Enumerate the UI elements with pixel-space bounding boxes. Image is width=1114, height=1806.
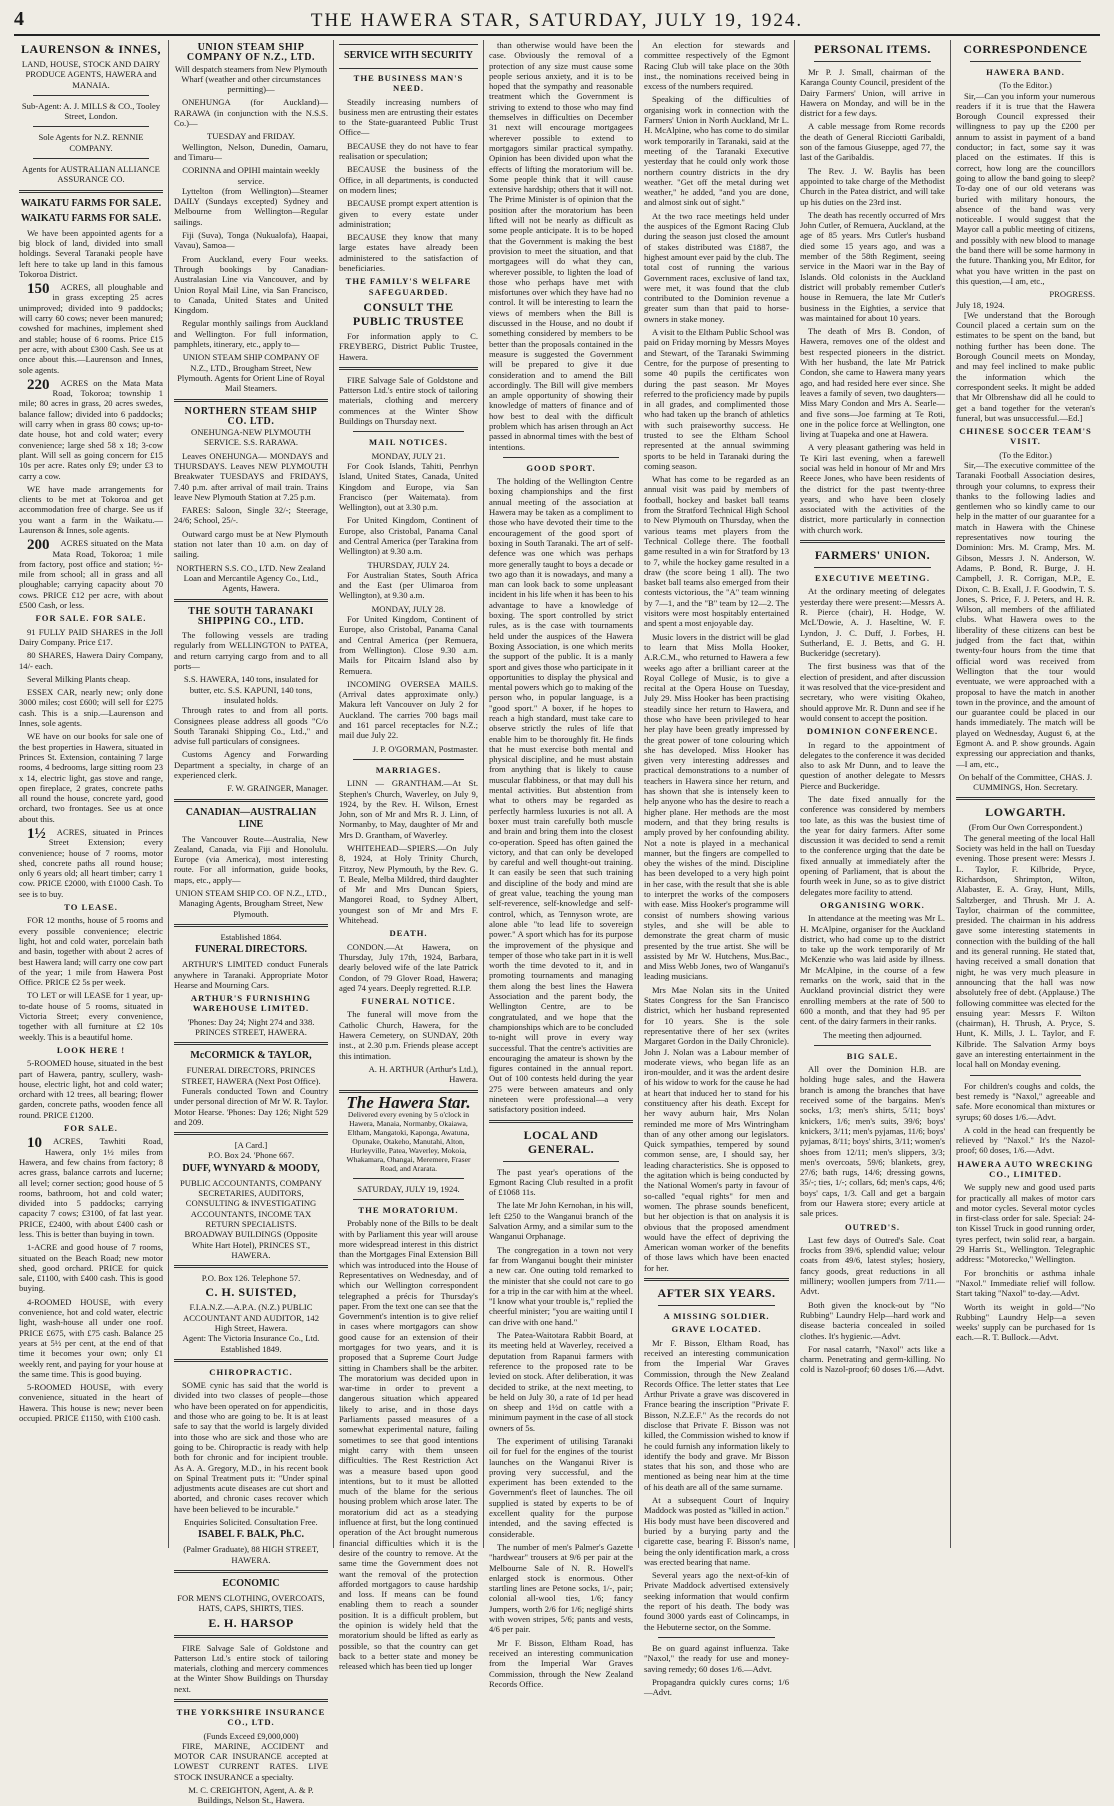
band-signature: PROGRESS. — [1049, 289, 1095, 300]
divider — [174, 799, 328, 802]
mail-monday-28: MONDAY, JULY 28. — [371, 603, 446, 614]
listing-text: ACRES, situated in Princes Street Extension; every convenience; house of 7 rooms, motor shed, concrete paths all round house; only 6 years old; all heart timber; carry 1 cow. PRICE £2000, with £1000 Cash. To see is to buy. — [19, 827, 163, 899]
lease-victoria-st: TO LET or will LEASE for 1 year, up-to-date house of 5 rooms, situated in Victoria Street; every convenience, together with all furniture at £2 10s weekly. This is a beautiful home. — [19, 990, 163, 1042]
postmaster: J. P. O'GORMAN, Postmaster. — [372, 743, 478, 754]
divider — [658, 1305, 775, 1306]
listing-220-acres — [19, 378, 163, 481]
alliance-notice: Agents for AUSTRALIAN ALLIANCE ASSURANCE CO. — [22, 164, 160, 185]
mail-heading: MAIL NOTICES. — [369, 437, 448, 448]
page-number: 4 — [14, 8, 26, 30]
farmers-item: At the ordinary meeting of delegates yesterday there were present:—Messrs A. R. Pierce (chair), H. Hodge, W. McL'Dowie, A. J. Haseltine, W. F. Lyndon, J. C. Duff, J. Forbes, H. Sutherland, E. J. Betts, and G. H. Buckeridge (secretary). — [800, 586, 945, 659]
laurenson-subtitle: LAND, HOUSE, STOCK AND DAIRY PRODUCE AGENTS, HAWERA and MANAIA. — [21, 59, 161, 90]
missing-soldier-heading: A MISSING SOLDIER. — [663, 1311, 770, 1322]
south-taranaki-title: THE SOUTH TARANAKI SHIPPING CO., LTD. — [188, 605, 314, 627]
family-heading: THE FAMILY'S WELFARE SAFEGUARDED. — [345, 276, 472, 297]
look-here-heading: LOOK HERE ! — [56, 1044, 126, 1055]
funeral-notice: The funeral will move from the Catholic Church, Hawera, for the Hawera Cemetery, on SUNDAY, 20th inst., at 2.30 p.m. Friends please accept this intimation. — [339, 1009, 478, 1061]
divider — [503, 1161, 619, 1162]
duff-services: PUBLIC ACCOUNTANTS, COMPANY SECRETARIES, AUDITORS, CONSULTING & INVESTIGATING ACCOUNTANTS, INCOME TAX RETURN SPECIALISTS. — [179, 1177, 322, 1229]
mail-uk: For United Kingdom, Continent of Europe, also Cristobal, Panama Canal and Central America (per Tarakina from Wellington) at 9.30 a.m. — [339, 515, 478, 557]
security-heading: SERVICE WITH SECURITY — [344, 50, 473, 61]
because-3: BECAUSE prompt expert attention is given to every estate under administration; — [339, 198, 478, 229]
newspaper-title: THE HAWERA STAR, SATURDAY, JULY 19, 1924. — [310, 10, 804, 31]
local-item: The number of men's Palmer's Gazette "hardwear" trousers at 9/6 per pair at the Melbourne Sale of N. R. Howell's enlarged stock is enormous. Other startling lines are Petone socks, 1/-, pair; colonial all-wool ties, 1/6; fancy Jumpers, worth 2/6 for 1/6; negligé shirts with woven stripes, 5/6; pants and vests, 4/6 per pair. — [489, 1541, 633, 1635]
union-steam-ship-ad — [174, 43, 328, 94]
listing-1half-acres — [19, 827, 163, 899]
divider — [174, 1635, 328, 1638]
business-heading: THE BUSINESS MAN'S NEED. — [353, 73, 464, 94]
delivery-notice: Delivered every evening by 5 o'clock in Hawera, Manaia, Normanby, Okaiawa, Eltham, Mangatoki, Kaponga, Awatuna, Opunake, Otakeho, Manutahi, Alton, Hurleyville, Patea, Waverley, Mokoia, Whakamara, Ohangai, Meremere, Fraser Road, and Ararata. — [346, 1109, 471, 1173]
divider — [174, 399, 328, 402]
divider — [956, 797, 1095, 800]
south-taranaki-intro: The following vessels are trading regularly from WELLINGTON to PATEA, and return carrying cargo from and to all ports— — [174, 630, 328, 672]
four-roomed-house: 4-ROOMED HOUSE, with every convenience, hot and cold water, electric light, wash-house all under one roof. PRICE £675, with £75 cash. Balance 25 years at 5½ per cent, at the end of that time it becomes your own; only £1 weekly rent, and paying for your house at the same time. This is good buying. — [19, 1296, 163, 1379]
public-trust-ad — [339, 44, 478, 69]
local-item: Mr F. Bisson, Eltham Road, has received an interesting communication from the Imperial War Graves Commission, through the New Zealand Records Office. — [489, 1637, 633, 1689]
essex-car: ESSEX CAR, nearly new; only done 3000 miles; cost £600; will sell for £275 cash. This is a snip.—Laurenson and Innes, sole agents. — [19, 687, 163, 729]
divider — [503, 457, 619, 458]
meeting-adjourned: The meeting then adjourned. — [823, 1029, 922, 1040]
because-1: BECAUSE they do not have to fear realisation or speculation; — [339, 140, 478, 162]
issue-date: SATURDAY, JULY 19, 1924. — [357, 1183, 460, 1194]
advert-propagandra: Propagandra quickly cures corns; 1/6 —Advt. — [644, 1676, 789, 1698]
five-roomed-house: 5-ROOMED house, situated in the best part of Hawera, pantry, scullery, wash-house, electric light, hot and cold water; orchard with 12 trees, all bearing; flower garden, concrete paths, wooden fence all round. PRICE £1200. — [19, 1058, 163, 1120]
farmers-union-heading: FARMERS' UNION. — [814, 548, 931, 563]
advert-no-rubbing: Worth its weight in gold—"No Rubbing" Laundry Help—a seven weeks' supply can be purchased for 1s each.—R. T. Bullock.—Advt. — [956, 1301, 1095, 1343]
moratorium-continued: than otherwise would have been the case. Obviously the removal of a protection of any size must cause some people serious anxiety, and it is to be hoped that the sympathy and reasonable treatment which the Government is striving to extend to those who may find themselves in difficulties on December 31 next will encourage mortgagees wherever possible to extend to mortgagors similar practical sympathy. Opinion has been divided upon what the effects of lifting the moratorium will be. Some people think that it will cause extensive hardship; others that it will not. The Prime Minister is of opinion that the position after the moratorium has been lifted will not be nearly as difficult as some people anticipate. It is to be hoped that the Government is making the best provision to meet the situation, and that mortgagees will do what they can, wherever possible, to lighten the load of those who perhaps have met with misfortunes over which they have had no control. It will be interesting to learn the views of members when the Bill is discussed in the House, and no doubt if something considered by members to be better than the proposals contained in the measure is suggested the Government will be prepared to give it due consideration and to amend the Bill accordingly. The Bill will give members an ample opportunity of showing their knowledge of matters of finance and of how best to deal with the difficult problem which has arisen through an Act passed in abnormal times with the best of intentions. — [489, 40, 633, 452]
news-item: Speaking of the difficulties of organising work in connection with the Farmers' Union in North Auckland, Mr L. H. McAlpine, who has come to do similar work temporarily in Taranaki, said at the meeting of the Taranaki Executive yesterday that he could only work those northern country districts in the dry weather. "Get off the metal during wet weather," he added, "and you are done, and almost sink out of sight." — [644, 94, 789, 208]
column-1 — [14, 40, 169, 1548]
suisted-sub: F.I.A.N.Z.—A.P.A. (N.Z.) PUBLIC ACCOUNTANT AND AUDITOR, 142 High Street, Hawera. — [182, 1302, 320, 1333]
outreds-heading: OUTRED'S. — [844, 1221, 901, 1232]
listing-number: 10 — [27, 1135, 42, 1152]
business-intro: Steadily increasing numbers of business men are entrusting their estates to the State-guaranteed Public Trust Office— — [339, 96, 478, 138]
auto-wrecking-body: We supply new and good used parts for practically all makes of motor cars and motor cycles. Several motor cycles in first-class order for sale. Special: 24-ton Kissel Truck in good running order, tyres perfect, twin solid rear, a bargain. 29 Harris St., Wellington. Telegraphic address: "Motorecko," Wellington. — [956, 1182, 1095, 1265]
arthurs-firm: ARTHUR'S FURNISHING WAREHOUSE LIMITED. — [190, 993, 312, 1014]
south-taranaki-customs: Customs Agency and Forwarding Department a specialty, in charge of an experienced clerk. — [174, 749, 328, 780]
news-item: What has come to be regarded as an annual visit was paid by members of football, hockey and basket ball teams from the Stratford Technical High School to New Plymouth on Thursday, when the various teams met players from the Technical College there. The football game resulted in a win for Stratford by 13 to 7, while the hockey game resulted in a draw (the score being 1 all). The two basket ball teams also emerged from their contests victorious, the "A" team winning by 7—1, and the "B" team by 12—2. The visitors were most hospitably entertained and spent a most enjoyable day. — [644, 474, 789, 629]
union-steam-office: UNION STEAM SHIP COMPANY OF N.Z., LTD., Brougham Street, New Plymouth. Agents for Orient Line of Royal Mail Steamers. — [177, 352, 325, 394]
shares-joll: 91 FULLY PAID SHARES in the Joll Dairy Company. Price £17. — [19, 626, 163, 647]
mccormick-sub: FUNERAL DIRECTORS, PRINCES STREET, HAWERA (Next Post Office). — [181, 1065, 321, 1086]
farmers-item: The date fixed annually for the conference was considered by members too late, as this was the busiest time of the year for dairy farmers. After some discussion it was decided to send a remit to the conference urging that the date be fixed annually at immediately after the opening of Parliament, that is about the fourth week in June, so as to give district delegates more facility to attend. — [800, 794, 945, 897]
marriage-whitehead: WHITEHEAD—SPIERS.—On July 8, 1924, at Holy Trinity Church, Fitzroy, New Plymouth, by the Rev. G. T. Beale, Melba Mildred, third daughter of Mr and Mrs Duncan Spiers, Mangorei Road, to Sydney Albert, youngest son of Mr and Mrs F. Whitehead. — [339, 843, 478, 926]
mail-thursday-body: For Australian States, South Africa and the East (per Ulimaroa from Wellington), at 9.30 a.m. — [339, 569, 478, 601]
farmers-item: In regard to the appointment of delegates to the conference it was decided also to ask Mr Dunn, and to leave the question of another delegate to Messrs Pierce and Buckeridge. — [800, 739, 945, 791]
mccormick-taylor-title: McCORMICK & TAYLOR, — [190, 1050, 312, 1062]
wellington-service: Wellington, Nelson, Dunedin, Oamaru, and Timaru— — [174, 141, 328, 162]
waikatu-heading-repeat: WAIKATU FARMS FOR SALE. — [20, 212, 162, 224]
laurenson-innes-title: LAURENSON & INNES, — [20, 42, 162, 56]
own-correspondent: (From Our Own Correspondent.) — [968, 822, 1083, 833]
marriages-heading: MARRIAGES. — [375, 764, 442, 775]
personal-item: Mr P. J. Small, chairman of the Karanga County Council, president of the Dairy Farmers' Union, will arrive in Hawera on Monday, and will be in the district for a few days. — [800, 67, 945, 119]
divider — [353, 1199, 464, 1200]
divider — [339, 367, 478, 370]
consult-heading: CONSULT THE PUBLIC TRUSTEE — [352, 299, 465, 328]
personal-item: A cable message from Rome records the death of General Ricciotti Garibaldi, son of the famous Giuseppe, aged 77, the last of the Garibaldis. — [800, 121, 945, 163]
divider — [970, 61, 1081, 62]
personal-items-heading: PERSONAL ITEMS. — [814, 42, 931, 56]
local-item: The Patea-Waitotara Rabbit Board, at its meeting held at Waverley, received a deputation from Rapanui farmers with reference to the proposed rate to be levied on stock. After deliberation, it was decided to strike, at the next meeting, to be held on July 30, a rate of 1d per head on sheep and 1½d on cattle with a minimum payment in the case of all stock owners of 5s. — [489, 1330, 633, 1433]
divider — [489, 1120, 633, 1123]
big-sale-body: All over the Dominion H.B. are holding huge sales, and the Hawera branch is among the branches that have received some of the bargains. Men's socks, 1/3; men's shirts, 5/11; boys' knickers, 1/6; men's suits, 39/6; boys' knickers, 3/11; men's pyjamas, 11/6; boys' pyjamas, 8/11; boys' shirts, 3/11; women's shoes from 12/11; men's slippers, 3/3; men's overcoats, 59/6; blankets, grey, 27/6; bath rugs, 14/6; dressing gowns, 35/-; ties, 1/-; collars, 6d; men's caps, 4/6; boys' caps, 1/3. Call and get a bargain from our Hawera store; every article at sale prices. — [800, 1064, 945, 1219]
listing-text: ACRES on the Mata Mata Road, Tokoroa; township 1 mile; 80 acres in grass, 20 acres swedes, balance fallow; divided into 6 paddocks; will carry when in grass 80 cows; up-to-date house, hot and cold water; every convenience; large shed 58 x 18; 3-cow plant. Will sell as going concern for £15 10s per acre. Rates only £9; under £3 to carry a cow. — [19, 377, 163, 481]
advert-naxol: For nasal catarrh, "Naxol" acts like a charm. Penetrating and germ-killing. No cold is Nazol-proof; 60 doses 1/6.—Advt. — [800, 1343, 945, 1375]
fire-salvage-ad: FIRE Salvage Sale of Goldstone and Patterson Ltd.'s entire stock of tailoring materials, clothing and mercery commences at the Winter Show Buildings on Thursday next. — [174, 1642, 328, 1694]
arrangements-notice: WE have made arrangements for clients to be met at Tokoroa and get accommodation free of charge. See us if you want a farm in the Waikatu.—Laurenson & Innes, sole agents. — [19, 483, 163, 535]
to-lease-heading: TO LEASE. — [64, 902, 118, 913]
executive-meeting-heading: EXECUTIVE MEETING. — [815, 573, 930, 584]
after-six-years-heading: AFTER SIX YEARS. — [657, 1286, 776, 1301]
divider — [174, 1042, 328, 1045]
after-six-years-body: Mr F. Bisson, Eltham Road, has received an interesting communication from the Imperial War Graves Commission, through the New Zealand Records Office. The letter states that Lee Arthur Private a grave was discovered in France bearing the inscription "Private F. Bisson, N.Z.E.F." As the records do not disclose that Private F. Bisson was not killed, the Commission wished to know if he could furnish any information likely to identify the body and grave. Mr Bisson states that his son, and those who are mentioned as being near him at the time of his death are all of the same surname. — [644, 1337, 789, 1492]
divider — [33, 95, 149, 96]
advert-naxol: A cold in the head can frequently be relieved by "Naxol." It's the Nazol-proof; 60 doses, 1/6.—Advt. — [956, 1124, 1095, 1156]
divider — [174, 1570, 328, 1573]
shares-hawera: 80 SHARES, Hawera Dairy Company, 14/- each. — [19, 650, 163, 671]
divider — [814, 567, 931, 568]
advert-no-rubbing: Both given the knock-out by "No Rubbing" Laundry Help—hard work and disease bacteria concealed in soiled clothes. It's hygienic.—Advt. — [800, 1299, 945, 1341]
corinna-opihi: CORINNA and OPIHI maintain weekly service. — [182, 165, 320, 186]
listing-text: ACRES situated on the Mata Mata Road, Tokoroa; 1 mile from factory, post office and station; ½-mile from school; all in grass and all ploughable; carrying capacity about 70 cows. PRICE £12 per acre, with about £500 Cash, or less. — [19, 538, 163, 611]
divider — [658, 1637, 775, 1638]
divider — [174, 599, 328, 602]
fiji-service-detail: From Auckland, every Four weeks. Through bookings by Canadian-Australasian Line via Vancouver, and by Union Royal Mail Line, via San Francisco, to Canada, United States and United Kingdom. — [174, 253, 328, 316]
auto-wrecking-title: HAWERA AUTO WRECKING CO., LIMITED. — [957, 1158, 1094, 1179]
personal-item: A very pleasant gathering was held in Te Kiri last evening, when a farewell social was held in honour of Mr and Mrs Reece Jones, who have been residents of the district for the past twenty-three years, and who have been closely associated with the activities of the district, more particularly in connection with church work. — [800, 442, 945, 535]
divider — [800, 540, 945, 543]
suisted-po-box: P.O. Box 126. Telephone 57. — [201, 1273, 301, 1284]
divider — [970, 1075, 1081, 1076]
funeral-signature: A. H. ARTHUR (Arthur's Ltd.), Hawera. — [368, 1063, 478, 1085]
good-sport-heading: GOOD SPORT. — [526, 462, 596, 473]
yorkshire-title: THE YORKSHIRE INSURANCE CO., LTD. — [176, 1707, 326, 1728]
south-taranaki-manager: F. W. GRAINGER, Manager. — [227, 783, 328, 794]
union-steam-intro: Will despatch steamers from New Plymouth Wharf (weather and other circumstances permitting)— — [174, 63, 328, 95]
dominion-conference-heading: DOMINION CONFERENCE. — [806, 726, 939, 737]
lowgarth-report: The general meeting of the local Hall Society was held in the hall on Tuesday evening. Those present were: Messrs J. L. Taylor, F. Kilbride, Pryce, Richardson, Shrimpton, Wilton, Alabaster, E. A. Gray, Hunt, Mills, Saltzberger, and Thrush. Mr J. A. Taylor, chairman of the committee, presided. The chairman in his address gave some interesting statements in connection with the building of the hall and its general running. He stated that, having received a small donation that night, he was very much pleasure in announcing that the hall was now absolutely free of debt. (Applause.) The following committee was elected for the ensuing year: Messrs F. Wilton (chairman), H. Thrush, A. Pryce, S. Hunt, K. Mills, J. L. Taylor, and F. Kilbride. The Salvation Army boys gave an interesting entertainment in the local hall on Monday evening. — [956, 832, 1095, 1070]
personal-item: The death of Mrs B. Condon, of Hawera, removes one of the oldest and best respected pioneers in the district. With her husband, the late Mr Patrick Condon, she came to Hawera many years ago, and had resided here ever since. She leaves a family of seven, two daughters—Miss Mary Condon and Mrs A. Searle—and five sons—Joe farming at Te Roti, one in the police force at Wellington, one living at Tuapeka and one at Hawera. — [800, 326, 945, 440]
economic-title: ECONOMIC — [222, 1577, 280, 1589]
listing-text: ACRES, all ploughable and in grass excepting 25 acres unimproved; divided into 9 paddocks; will carry 60 cows; never been manured; cowshed for machines, implement shed and stable; house of 6 rooms. Price £15 per acre, with about £300 Cash. See us at once about this.—Laurenson and Innes, sole agents. — [19, 282, 163, 375]
organising-work-heading: ORGANISING WORK. — [820, 899, 925, 910]
funeral-notice-heading: FUNERAL NOTICE. — [361, 996, 456, 1007]
suisted-title: C. H. SUISTED, — [205, 1285, 297, 1300]
funeral-directors-heading: FUNERAL DIRECTORS. — [194, 944, 308, 956]
after-six-years-body: At a subsequent Court of Inquiry Maddock was posted as "killed in action." His body must have been discovered and buried by a burying party and the cigarette case, bearing F. Bisson's name, being the only identification mark, a cross was erected bearing that name. — [644, 1495, 789, 1567]
suisted-agent: Agent: The Victoria Insurance Co., Ltd. Established 1849. — [182, 1333, 320, 1354]
arthurs-limited: ARTHUR'S LIMITED conduct Funerals anywhere in Taranaki. Appropriate Motor Hearse and Mourning Cars. — [174, 959, 328, 990]
death-condon: CONDON.—At Hawera, on Thursday, July 17th, 1924, Barbara, dearly beloved wife of the late Patrick Condon, of 79 Glover Road, Hawera; aged 74 years. Deeply regretted. R.I.P. — [339, 941, 478, 993]
death-heading: DEATH. — [389, 928, 428, 939]
divider — [174, 924, 328, 927]
moratorium-heading: THE MORATORIUM. — [358, 1205, 459, 1216]
duff-po-box: P.O. Box 24. 'Phone 667. — [207, 1150, 295, 1161]
divider — [19, 190, 163, 193]
south-taranaki-rates: Through rates to and from all ports. Consignees please address all goods "C/o South Taranaki Shipping Co., Ltd.," and advise full particulars of consignees. — [174, 705, 328, 747]
tuesday-friday: TUESDAY and FRIDAY. — [207, 131, 295, 142]
milking-plants: Several Milking Plants cheap. — [27, 673, 131, 684]
arthurs-address: PRINCES STREET, HAWERA. — [195, 1027, 307, 1038]
news-item: Mrs Mae Nolan sits in the United States Congress for the San Francisco district, which her husband represented for 10 years. She is the sole representative there of her sex (writes Margaret Gordon in the Daily Chronicle). John J. Nolan was a Labour member of moderate views, who began life as an iron-moulder, and it was the ardent desire of his widow to work for the cause he had at heart that induced her to stand for his constituency after his death. Except for her wavy auburn hair, Mrs Nolan reminded me more of Mrs Wintringham than of any other among our legislators. Quick sympathies, tempered by sound common sense, are, I should say, her leading characteristics. She is opposed to the agitation which is being conducted by the National Women's party in favour of so-called "equal rights" for men and women. The phrase sounds beneficent, but her objection is that on analysis it is obvious that the proposed amendment would have the effect of depriving the American woman worker of the benefits of those laws which have been enacted for her. — [644, 984, 789, 1273]
waikatu-intro: We have been appointed agents for a big block of land, divided into small holdings. Several Taranaki people have left here to take up land in this famous Tokoroa District. — [19, 227, 163, 279]
yorkshire-body: FIRE, MARINE, ACCIDENT and MOTOR CAR INSURANCE accepted at LOWEST CURRENT RATES. LIVE STOCK INSURANCE a specialty. — [174, 1740, 328, 1782]
fire-salvage-ad: FIRE Salvage Sale of Goldstone and Patterson Ltd.'s entire stock of tailoring materials, clothing and mercery commences at the Winter Show Buildings on Thursday next. — [339, 374, 478, 427]
divider — [814, 1045, 931, 1046]
because-2: BECAUSE the business of the Office, in all departments, is conducted on modern lines; — [339, 164, 478, 195]
personal-item: The death has recently occurred of Mrs John Cutler, of Remuera, Auckland, at the age of 85 years. Mrs Cutler's husband died some 15 years ago, and was a member of the 58th Regiment, seeing service in the Maori war in the Bay of Islands. Old colonists in the Auckland district will probably remember Cutler's house in Remuera, the late Mr Cutler's business in the Eighties, a service that was maintained for about 10 years. — [800, 209, 945, 323]
chiropractic-heading: CHIROPRACTIC. — [209, 1366, 293, 1377]
listing-text: ACRES, Tawhiti Road, Hawera, only 1½ miles from Hawera, and few chains from factory; 8 acres grass, balance carrots and lucerne; all level; corner section; good house of 5 rooms, bathroom, hot and cold water; divided into 5 paddocks; carrying capacity 7 cows; £3100, of fat last year. PRICE, £2400, with about £400 cash or less. This is better than buying in town. — [19, 1136, 163, 1239]
local-item: The congregation in a town not very far from Wanganui bought their minister a new car. One outing told remarked to the minister that she could not care to go for a trip in the car with him at the wheel. "I know what your trouble is," replied the cheerful minister; "you are waiting until I can drive with one hand." — [489, 1244, 633, 1327]
waikatu-heading: WAIKATU FARMS FOR SALE. — [20, 197, 162, 209]
regular-sailings: Regular monthly sailings from Auckland and Wellington. For full information, pamphlets, itinerary, etc., apply to— — [174, 318, 328, 350]
northern-steam-sub: ONEHUNGA-NEW PLYMOUTH SERVICE. S.S. RARAWA. — [191, 427, 311, 448]
after-six-years-body: Several years ago the next-of-kin of Private Maddock advertised extensively seeking information that would confirm the report of his death. The body was found 3000 yards east of Colincamps, in the Hebuterne sector, on the Somme. — [644, 1570, 789, 1632]
farmers-item: In attendance at the meeting was Mr L. H. McAlpine, organiser for the Auckland district, who had come up to the district to take up the work temporarily of Mr McKenzie who was laid aside by illness. Mr McAlpine, in the course of a few remarks on the work, said that in the Auckland provincial district they were enrolling members at the rate of 500 to 600 a month, and that they had 95 per cent. of the dairy farmers in their ranks. — [800, 913, 945, 1027]
divider — [814, 61, 931, 62]
moratorium-editorial: Probably none of the Bills to be dealt with by Parliament this year will arouse more widespread interest in this district than the Mortgages Final Extension Bill which was introduced into the House of Representatives on Wednesday, and of which our Wellington correspondent telegraphed a précis for Thursday's paper. From the text one can see that the Government's intention is to give relief in cases where mortgagors can show good cause for an extension of their mortgages for two years, and it is proposed that a Supreme Court Judge sitting in Chambers shall be the arbiter. The moratorium was decided upon in war-time in order to prevent a dangerous situation which appeared likely to arise, and in those days Parliaments passed measures of a somewhat experimental nature, failing sometimes to see that good intentions might carry with them unseen difficulties. The Rest Restriction Act was a measure based upon good intentions, but to it must be allotted much of the blame for the serious housing problem which arose later. The moratorium did act as a steadying influence at first, but the long continued operation of the Act brought numerous financial difficulties which it is the desire of the country to remove. At the same time the Government does not want the removal of the protection afforded mortgagors to cause hardship and loss. If means can be found enabling them to reach a sounder position. It is a difficult problem, but the opinion is widely held that the moratorium should be lifted as early as possible, so that the country can get back to a better state and money be released which has been tied up longer — [339, 1218, 478, 1672]
masthead — [14, 8, 1100, 36]
yorkshire-funds: (Funds Exceed £9,000,000) — [203, 1730, 299, 1741]
creighton-agent: M. C. CREIGHTON, Agent, A. & P. Buildings, Nelson St., Hawera. — [188, 1785, 314, 1806]
south-taranaki-ad — [174, 607, 328, 628]
personal-item: The Rev. J. W. Baylis has been appointed to take charge of the Methodist Church in the Patea district, and will take up his duties on the 23rd inst. — [800, 165, 945, 207]
divider — [353, 759, 464, 760]
column-3 — [334, 40, 484, 1672]
divider — [174, 1132, 328, 1135]
divider — [33, 158, 149, 159]
band-date: July 18, 1924. — [956, 299, 1005, 310]
local-item: The past year's operations of the Egmont Racing Club resulted in a profit of £1068 11s. — [489, 1166, 633, 1198]
duff-wynyard-title: DUFF, WYNYARD & MOODY, — [182, 1162, 320, 1174]
listing-200-acres — [19, 538, 163, 610]
soccer-signature: On behalf of the Committee, CHAS. J. CUMMINGS, Hon. Secretary. — [958, 771, 1093, 793]
arthurs-phone: 'Phones: Day 24; Night 274 and 338. — [187, 1016, 315, 1027]
local-general-heading: LOCAL AND GENERAL. — [523, 1127, 599, 1156]
divider — [353, 431, 464, 432]
northern-agent: NORTHERN S.S. CO., LTD. New Zealand Loan and Mercantile Agency Co., Ltd., Agents, Hawera. — [176, 562, 326, 594]
divider — [33, 126, 149, 127]
mail-monday-body: For Cook Islands, Tahiti, Penrhyn Island, United States, Canada, United Kingdom and Europe, via San Francisco (per Waitemata). from Wellington), out at 3.30 p.m. — [339, 460, 478, 513]
column-5 — [639, 40, 795, 1698]
listing-number: 220 — [27, 376, 50, 393]
economic-sub: FOR MEN'S CLOTHING, OVERCOATS, HATS, CAPS, SHIRTS, TIES. — [177, 1592, 325, 1614]
hawera-star-nameplate: The Hawera Star. — [346, 1092, 471, 1112]
advert-naxol: For children's coughs and colds, the best remedy is "Naxol," agreeable and safe. More economical than mixtures or syrups; 60 doses 1/6.—Advt. — [956, 1080, 1095, 1122]
listing-150-acres — [19, 282, 163, 375]
column-6 — [795, 40, 951, 1548]
hawera-band-heading: HAWERA BAND. — [986, 67, 1065, 77]
one-acre-house: 1-ACRE and good house of 7 rooms, situated on the Beach Road; new motor shed, good orchard. PRICE for quick sale, £1100, with £400 cash. This is good buying. — [19, 1242, 163, 1294]
for-sale-heading: FOR SALE. FOR SALE. — [35, 613, 147, 624]
balk-title: ISABEL F. BALK, Ph.C. — [197, 1529, 305, 1541]
advert-naxol: Be on guard against influenza. Take "Naxol," the ready for use and money-saving remedy; 60 doses 1/6.—Advt. — [644, 1642, 789, 1674]
divider — [644, 1278, 789, 1281]
soccer-heading: CHINESE SOCCER TEAM'S VISIT. — [959, 426, 1092, 447]
advert-naxol: For bronchitis or asthma inhale "Naxol." Immediate relief will follow. Start taking "Naxol" to-day.—Advt. — [956, 1267, 1095, 1299]
listing-number: 200 — [27, 537, 50, 554]
harsop-title: E. H. HARSOP — [208, 1615, 294, 1630]
listing-number: 1½ — [27, 826, 46, 842]
big-sale-heading: BIG SALE. — [846, 1050, 899, 1061]
divider — [353, 1178, 464, 1179]
farmers-item: The first business was that of the election of president, and after discussion it was resolved that the vice-president and secretary, who were visiting Okaheo, should approve Mr. R. Dunn and see if he would consent to accept the position. — [800, 661, 945, 723]
lease-12-months: FOR 12 months, house of 5 rooms and every possible convenience; electric light, hot and cold water, porcelain bath and basin, together with about 2 acres of best Hawera land; will carry one cow part of the year; 1 mile from Hawera Post Office. PRICE £2 5s per week. — [19, 915, 163, 988]
consult-body: For information apply to C. FREYBERG, District Public Trustee, Hawera. — [339, 330, 478, 362]
local-item: The late Mr John Kernohan, in his will, left £250 to the Wanganui branch of the Salvation Army, and a similar sum to the Wanganui Orphanage. — [489, 1200, 633, 1242]
for-sale-heading-2: FOR SALE. — [64, 1123, 118, 1134]
divider — [174, 1265, 328, 1268]
to-the-editor: (To the Editor.) — [999, 449, 1052, 460]
subagent-notice: Sub-Agent: A. J. MILLS & CO., Tooley Street, London. — [21, 100, 161, 122]
good-sport-editorial: The holding of the Wellington Centre boxing championships and the first annual meeting of the association at Hawera may be taken as a compliment to those who have devoted their time to the encouragement of the good sport of boxing in South Taranaki. The art of self-defence was one which was perhaps more generally taught to boys a decade or two ago than it is nowadays, and many a man can look back to some unpleasant incident in his life when it has been to his advantage to have a knowledge of boxing. The sport controlled by strict rules, as is the case with tournaments held under the auspices of the Hawera Boxing Association, is one which merits the support of the public. It is a manly sport and gives those who participate in it opportunities to display the physical and mental powers which go to making of the person who, in popular language, is a "good sport." A boxer, if he hopes to reach a high standard, must take care to observe strictly the rules of life that enable him to be thoroughly fit. He finds that he must exercise both mental and physical discipline, and he must abstain from anything that is likely to cause muscular flabbiness, or that may dull his mental activities. But abstention from what to others may be regarded as perfectly harmless luxuries is not all. A boxer must train carefully both muscle and brain and bring them into the closest co-operation. Speed has often gained the victory, and that can only be developed by careful and well thought-out training. It can easily be seen that such training and discipline of the body and mind are of great value, teaching the young man self-reverence, self-knowledge and self-control, which, as Tennyson wrote, are alone able "to lead life to sovereign power." A sport which has for its purpose the improvement of the physique and temper of those who take part in it is well worth the time devoted to it, and in promoting tournaments and managing them along the best lines the Hawera Association and the parent body, the Wellington Centre, are to be congratulated, and we hope that the championships which are to be concluded to-night will prove in every way successful. That the centre's activities are encouraging the amateur is shown by the figures contained in the annual report. Out of 100 contests held during the year 275 were between amateurs and only nineteen were professional—a very satisfactory position indeed. — [489, 476, 633, 1115]
column-2 — [169, 40, 334, 1806]
news-item: A visit to the Eltham Public School was paid on Friday morning by Messrs Moyes and Stewart, of the Taranaki Swimming Centre, for the purpose of presenting to some 40 pupils the certificates won during the past season. Mr Moyes referred to the proficiency made by pupils in all grades, and complimented those who had taken up the branch of athletics with such praiseworthy success. He trusted to see the Eltham School represented at the annual swimming sports to be held in Taranaki during the coming season. — [644, 327, 789, 471]
soccer-letter: Sir,—The executive committee of the Taranaki Football Association desires, through your columns, to express their thanks to the following ladies and gentlemen who so kindly came to our help in the matter of our guarantee for a match in Hawera with the Chinese representatives now touring the Dominion: Mrs. M. Cramp, Mrs. M. Gibson, Messrs J. N. Anderson, W. Adams, P. Bond, R. Burge, J. H. Campbell, J. R. Corrigan, M.P., E. Dixon, C. B. Exall, J. F. Goodwin, T. S. Jones, S. Price, F. J. Peters, and H. R. Wilson, all members of the affiliated clubs. What Hawera owes to the liberality of these citizens can best be judged from the fact that, within twenty-four hours from the time that official word was received from Wellington that the tour would eventuate, we were approached with a proposal to have the match in another town in the province, and the amount of our guarantee could be placed in our hands immediately. The match will be played on Wednesday, August 6, at the Egmont A. and P. show grounds. Again expressing our appreciation and thanks, —I am, etc., — [956, 459, 1095, 769]
news-item: Music lovers in the district will be glad to learn that Miss Molla Hooker, A.R.C.M., who returned to Hawera a few weeks ago after a brilliant career at the Royal College of Music, is to give a recital at the Opera House on Tuesday, July 29. Miss Hooker has been practising steadily since her return to Hawera, and those who have been privileged to hear her play have been greatly impressed by the great power of tone colouring which she has developed. Miss Hooker has given very interesting addresses and practical demonstrations to a number of teachers in Hawera since her return, and has shown that she is intensely keen to help anyone who has the desire to reach a higher plane. Her methods are the most modern, and that they bring results is amply proved by her confounding ability. Not a note is played in a mechanical manner, but the fingers are compelled to obey the wishes of the mind. Discipline has been developed to a very high point in her case, with the result that she is able to interpret the works of the composers with ease. Miss Hooker's programme will consist of numbers showing various styles, and she will be able to demonstrate the great charm of music presented by the true artist. She will be assisted by Mr W. Hutchens, Mus.Bac., and Miss Webb Jones, two of Wanganui's leading musicians. — [644, 631, 789, 982]
fiji-service: Fiji (Suva), Tonga (Nukualofa), Haapai, Vavau), Samoa— — [174, 230, 328, 251]
to-the-editor: (To the Editor.) — [999, 80, 1052, 91]
marriage-linn: LINN — GRANTHAM.—At St. Stephen's Church, Waverley, on July 9, 1924, by the Rev. H. Wilson, Ernest John, son of Mr and Mrs R. J. Linn, of Normanby, to May, daughter of Mr and Mrs D. Grantham, of Waverley. — [339, 778, 478, 840]
news-item: An election for stewards and committee respectively of the Egmont Racing Club will take place on the 30th inst., the nominations received being in excess of the numbers required. — [644, 40, 789, 92]
onehunga-service: ONEHUNGA (for Auckland)—RARAWA (in conjunction with the N.S.S. Co.)— — [174, 97, 328, 129]
northern-schedule: Leaves ONEHUNGA— MONDAYS and THURSDAYS. Leaves NEW PLYMOUTH Breakwater TUESDAYS and FRIDAYS, 7.40 p.m. after arrival of mail train. Trains leave New Plymouth Station at 7.25 p.m. — [174, 450, 328, 502]
duff-address: BROADWAY BUILDINGS (Opposite White Hart Hotel), PRINCES ST., HAWERA. — [184, 1229, 318, 1260]
column-7 — [951, 40, 1100, 1548]
sole-agents-notice: Sole Agents for N.Z. RENNIE COMPANY. — [38, 132, 144, 153]
listing-10-acres — [19, 1136, 163, 1239]
card-label: [A Card.] — [234, 1140, 268, 1151]
mail-monday-28-body: For United Kingdom, Continent of Europe, also Cristobal, Panama Canal and Central America (per Remuera, from Wellington). Close 9.30 a.m. Mails for Pitcairn Island also by Remuera. — [339, 614, 478, 676]
princes-st-property: WE have on our books for sale one of the best properties in Hawera, situated in Princes St. Extension, containing 7 large rooms, 4 bedrooms, large sitting room 23 x 14, electric light, gas stove and range, open fireplace, 2 grates, concrete paths all round the house, concrete yard, good orchard, two frontages. See us at once about this. — [19, 731, 163, 824]
northern-cargo: Outward cargo must be at New Plymouth station not later than 10 a.m. on day of sailing. — [174, 528, 328, 560]
chiropractic-body: SOME cynic has said that the world is divided into two classes of people—those who have been operated on for appendicitis, and those who are going to be. It is at least safe to say that the world is largely divided into those who are sick and those who are going to be. Chiropractic is ready with help both for chronic and for incipient trouble. As A. A. Gregory, M.D., in his recent book on Spinal Treatment puts it: "Under spinal adjustments acute diseases are cut short and aborted, and chronic cases recover which have been believed to be incurable." — [174, 1380, 328, 1514]
lowgarth-heading: LOWGARTH. — [985, 805, 1066, 820]
south-taranaki-ships: S.S. HAWERA, 140 tons, insulated for butter, etc. S.S. KAPUNI, 140 tons, insulated holds. — [183, 674, 319, 705]
chiropractic-consult: Enquiries Solicited. Consultation Free. — [184, 1517, 318, 1528]
mccormick-body: Funerals conducted Town and Country under personal direction of Mr W. R. Taylor. Motor Hearse. 'Phones: Day 126; Night 529 and 209. — [174, 1085, 328, 1127]
northern-steam-title: NORTHERN STEAM SHIP CO. LTD. — [184, 405, 318, 427]
lyttelton-service: Lyttelton (from Wellington)—Steamer DAILY (Sundays excepted) Sydney and Melbourne from Wellington—Regular sailings. — [174, 185, 328, 227]
because-4: BECAUSE they know that many large estates have already been administered to the satisfaction of beneficiaries. — [339, 232, 478, 274]
column-4 — [484, 40, 639, 1689]
northern-fares: FARES: Saloon, Single 32/-; Steerage, 24/6; School, 25/-. — [174, 505, 328, 526]
local-item: The experiment of utilising Taranaki oil for fuel for the engines of the tourist launches on the Wanganui River is proving very successful, and the experiment has been extended to the Government's fleet of launches. The oil supplied is stated by experts to be of excellent quality for the purpose intended, and the saving effected is considerable. — [489, 1436, 633, 1539]
union-steam-title: UNION STEAM SHIP COMPANY OF N.Z., LTD. — [186, 42, 316, 64]
five-roomed-house-2: 5-ROOMED HOUSE, with every convenience, situated in the heart of Hawera. This house is new; never been occupied. PRICE £1150, with £100 cash. — [19, 1382, 163, 1424]
northern-steam-ad — [174, 407, 328, 448]
divider — [174, 1699, 328, 1702]
outreds-body: Last few days of Outred's Sale. Coat frocks from 39/6, splendid value; velour coats from 49/6, latest styles; hosiery, fancy goods, great reductions in all millinery; woollen jumpers from 7/11.—Advt. — [800, 1234, 945, 1297]
band-letter: Sir,—Can you inform your numerous readers if it is true that the Hawera Borough Council expressed their willingness to pay up the £200 per annum to assist in payment of a band conductor; in fact, some say it was placed on the estimates. If this is correct, how long are the councillors going to allow the band going to sleep? To-day one of our old veterans was buried with military honours, the absence of the band was very noticeable. I would suggest that the Mayor call a public meeting of citizens, and possibly with new blood to manage the band there will be some harmony in the future. Thanking you, Mr Editor, for what you have written in the past on this question,—I am, etc., — [956, 90, 1095, 286]
canadian-line-agent: UNION STEAM SHIP CO. OF N.Z., LTD., Managing Agents, Brougham Street, New Plymouth. — [175, 888, 327, 919]
editor-note: [We understand that the Borough Council placed a certain sum on the estimates to be spent on the band, but nothing further has been done. The Borough Council meets on Monday, and may feel inclined to make public the information which the correspondent seeks. It might be added that Mr Olbrenshaw did all he could to get a band together for the veteran's funeral, but was unsuccessful.—Ed.] — [956, 309, 1095, 423]
established-1864: Established 1864. — [220, 931, 282, 942]
canadian-line-body: The Vancouver Route—Australia, New Zealand, Canada, via Fiji and Honolulu. Europe (via America), most interesting route. For all information, guide books, maps, etc., apply— — [174, 833, 328, 885]
mail-monday: MONDAY, JULY 21. — [371, 450, 446, 461]
canadian-line-title: CANADIAN—AUSTRALIAN LINE — [185, 806, 317, 830]
mail-thursday: THURSDAY, JULY 24. — [367, 559, 450, 570]
correspondence-heading: CORRESPONDENCE — [963, 42, 1088, 56]
grave-located-heading: GRAVE LOCATED. — [671, 1324, 762, 1335]
divider — [174, 1359, 328, 1362]
balk-sub: (Palmer Graduate), 88 HIGH STREET, HAWERA. — [183, 1544, 319, 1565]
page-columns — [14, 40, 1100, 1806]
news-item: At the two race meetings held under the auspices of the Egmont Racing Club during the season just closed the amount of stakes distributed was £1887, the highest amount ever paid by the club. The total cost of running the various Government races, exclusive of land tax, were met, it was found that the club contributed to the Dominion revenue a greater sum than that paid to horse-owners in stake money. — [644, 210, 789, 324]
listing-number: 150 — [27, 281, 50, 298]
incoming-mails: INCOMING OVERSEA MAILS. (Arrival dates approximate only.) Makura left Vancouver on July 2 for Auckland. The carries 700 bags mail and 161 parcel receptacles for N.Z.; mail due July 22. — [339, 678, 478, 741]
